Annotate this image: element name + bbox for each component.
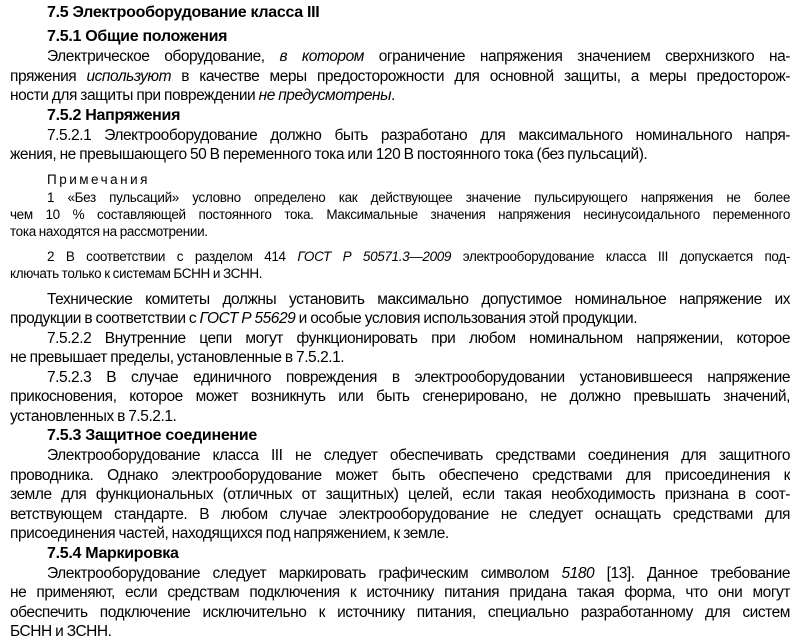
text-line — [10, 387, 790, 407]
text-segment: ности для защиты при повреждении — [10, 87, 259, 104]
paragraph — [10, 47, 790, 106]
text-segment: проводника. Однако электрооборудование может быть обеспечено средствами для присоединения к — [10, 466, 790, 484]
text-line — [10, 505, 790, 525]
text-line — [10, 348, 790, 368]
text-segment: не применяют, если средствам подключения к источнику питания придана такая форма, что они могут — [10, 584, 790, 601]
text-line — [10, 47, 790, 67]
text-line — [10, 446, 790, 466]
paragraph — [10, 329, 790, 368]
text-segment: 7.5.2.2 Внутренние цепи могут функционировать при любом номинальном напряжении, которое — [47, 329, 790, 347]
text-line — [10, 189, 790, 206]
paragraph — [10, 290, 790, 329]
italic-text: используют — [86, 67, 172, 85]
section-heading: 7.5.3 Защитное соединение — [47, 427, 257, 444]
text-line — [10, 407, 790, 427]
text-segment: 1 «Без пульсаций» условно определено как действующее значение пульсирующего напряжения не более — [47, 189, 790, 205]
paragraph — [10, 368, 790, 427]
text-segment: ограничение напряжения значением сверхнизкого на- — [363, 48, 790, 65]
italic-text: ГОСТ Р 50571.3—2009 — [297, 248, 452, 264]
note-paragraph — [10, 189, 790, 240]
text-segment: Электрическое оборудование, — [47, 48, 280, 65]
italic-text: 5180 — [561, 564, 595, 582]
text-line — [10, 248, 790, 265]
text-line — [10, 603, 790, 623]
italic-text: в котором — [279, 48, 364, 65]
text-line — [10, 145, 790, 165]
text-segment: установленных в 7.5.2.1. — [10, 407, 177, 425]
text-segment: продукции в соответствии с — [10, 310, 200, 327]
paragraph — [10, 564, 790, 642]
text-line — [10, 126, 790, 146]
text-segment: присоединения частей, находящихся под напряжением, к земле. — [10, 525, 449, 542]
text-segment: Технические комитеты должны установить максимально допустимое номинальное напряжение их — [47, 290, 790, 308]
text-segment: земле для функциональных (отличных от защитных) целей, если такая необходимость признана в соот- — [10, 486, 790, 503]
paragraph — [10, 446, 790, 544]
text-segment: прикосновения, которое может возникнуть или быть сгенерировано, не должно превышать значений, — [10, 388, 790, 405]
text-segment: ветствующем стандарте. В любом случае электрооборудование не следует оснащать средствами для — [10, 505, 790, 523]
section-heading: 7.5.2 Напряжения — [47, 106, 181, 124]
text-segment: 7.5.2.1 Электрооборудование должно быть разработано для максимального номинального напря- — [47, 126, 790, 144]
text-segment: жения, не превышающего 50 В переменного тока или 120 В постоянного тока (без пульсаций). — [10, 146, 648, 163]
text-line — [10, 67, 790, 87]
section-heading: 7.5.4 Маркировка — [47, 544, 179, 562]
text-line — [10, 223, 790, 240]
text-segment: и особые условия использования этой продукции. — [295, 310, 638, 327]
text-line — [10, 265, 790, 282]
text-segment: [13]. Данное требование — [594, 564, 790, 582]
text-segment: в качестве меры предосторожности для основной защиты, а меры предосторож- — [171, 67, 790, 85]
text-segment: БСНН и ЗСНН. — [10, 623, 112, 640]
notes-label: Примечания — [47, 171, 150, 187]
text-line — [10, 583, 790, 603]
text-segment: 2 В соответствии с разделом 414 — [47, 248, 298, 264]
text-line — [10, 309, 790, 329]
text-segment: 7.5.2.3 В случае единичного повреждения в электрооборудовании установившееся напряжение — [47, 368, 790, 386]
text-segment: чем 10 % составляющей постоянного тока. Максимальные значения напряжения несинусоидального переменного — [10, 206, 790, 222]
section-heading: 7.5.1 Общие положения — [47, 28, 228, 45]
text-segment: не превышает пределы, установленные в 7.5.2.1. — [10, 349, 345, 366]
section-heading: 7.5 Электрооборудование класса III — [47, 4, 320, 21]
note-paragraph — [10, 248, 790, 282]
text-segment: тока находятся на рассмотрении. — [10, 223, 208, 239]
text-segment: . — [391, 87, 395, 104]
italic-text: не предусмотрены — [258, 87, 392, 104]
text-line — [10, 466, 790, 486]
text-segment: пряжения — [10, 67, 87, 85]
text-segment: обеспечить подключение исключительно к источнику питания, специально разработанному для систем — [10, 603, 790, 621]
text-segment: Электрооборудование следует маркировать графическим символом — [47, 564, 562, 582]
text-line — [10, 290, 790, 310]
text-line — [10, 329, 790, 349]
paragraph — [10, 126, 790, 165]
text-segment: Электрооборудование класса III не следует обеспечивать средствами соединения для защитного — [47, 447, 790, 464]
text-segment: ключать только к системам БСНН и ЗСНН. — [10, 265, 263, 281]
text-line — [10, 564, 790, 584]
text-line — [10, 86, 790, 106]
text-line — [10, 485, 790, 505]
text-line — [10, 206, 790, 223]
text-line — [10, 622, 790, 642]
text-line — [10, 368, 790, 388]
italic-text: ГОСТ Р 55629 — [199, 310, 296, 327]
text-segment: электрооборудование класса III допускается под- — [451, 248, 790, 264]
text-line — [10, 524, 790, 544]
